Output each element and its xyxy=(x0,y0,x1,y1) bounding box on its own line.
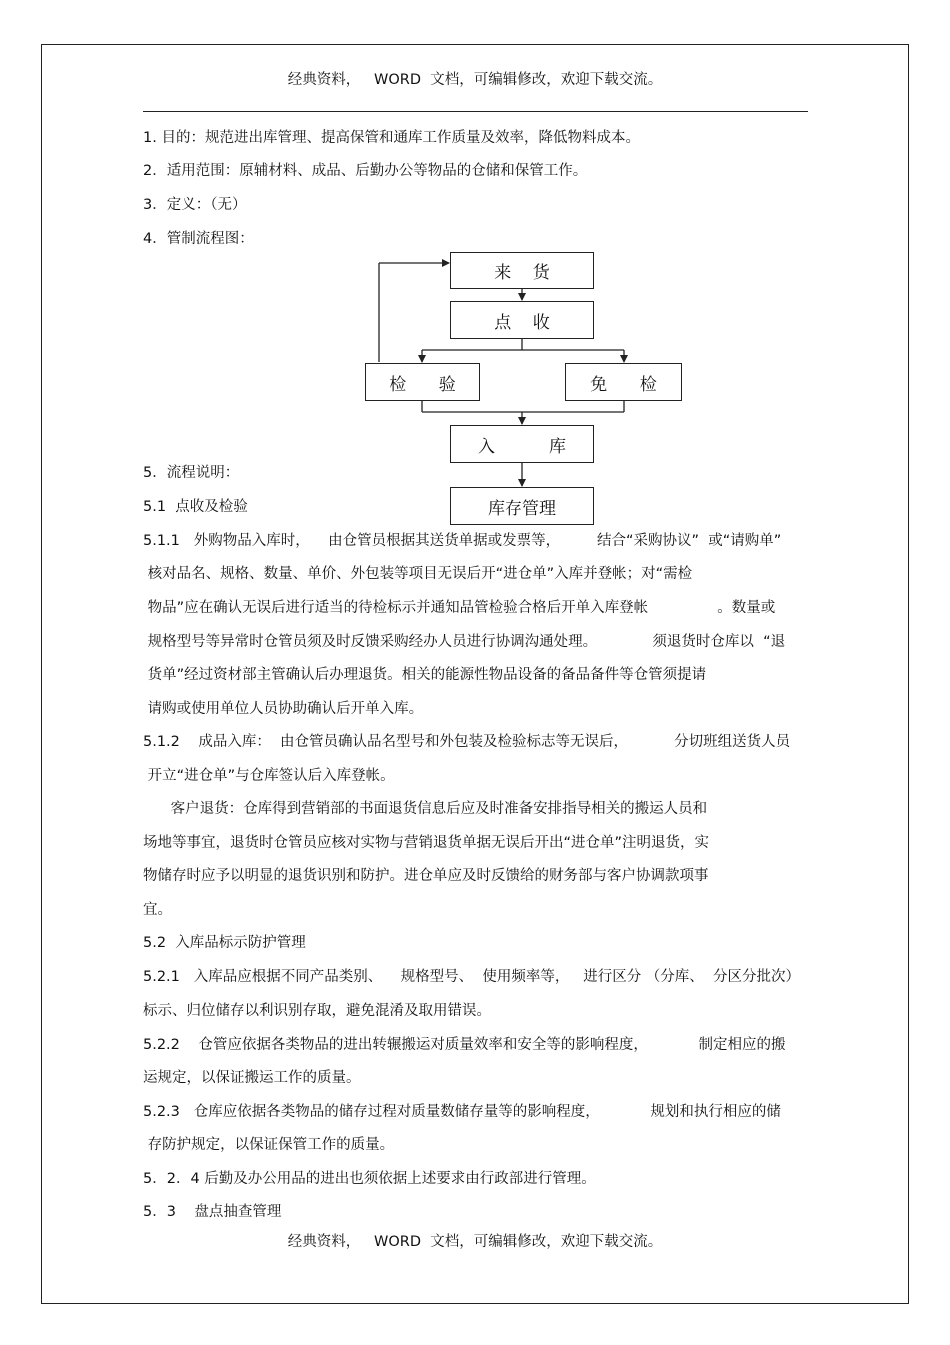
section-4-flowchart-title: 4．管制流程图： xyxy=(143,231,254,247)
p523-line-2: 存防护规定，以保证保管工作的质量。 xyxy=(143,1137,395,1153)
flow-box-inventory: 库存管理 xyxy=(450,487,594,525)
flow-box-exempt: 免 检 xyxy=(565,363,682,401)
p512-line-1: 5.1.2 成品入库： 由仓管员确认品名型号和外包装及检验标志等无误后， 分切班组送货人员 xyxy=(143,734,791,750)
section-5-title: 5．流程说明： xyxy=(143,465,240,481)
section-2-scope: 2．适用范围：原辅材料、成品、后勤办公等物品的仓储和保管工作。 xyxy=(143,163,588,179)
section-3-definition: 3．定义：（无） xyxy=(143,197,247,213)
flow-box-stockin: 入 库 xyxy=(450,425,594,463)
p524-line: 5．2．4 后勤及办公用品的进出也须依据上述要求由行政部进行管理。 xyxy=(143,1171,596,1187)
p511-line-6: 请购或使用单位人员协助确认后开单入库。 xyxy=(143,701,424,717)
returns-line-3: 物储存时应予以明显的退货识别和防护。进仓单应及时反馈给的财务部与客户协调款项事 xyxy=(143,868,709,884)
p511-line-1: 5.1.1 外购物品入库时， 由仓管员根据其送货单据或发票等， 结合“采购协议” 或“请购单” xyxy=(143,533,782,549)
p521-line-1: 5.2.1 入库品应根据不同产品类别、 规格型号、 使用频率等， 进行区分 （分库、 分区分批次） xyxy=(143,969,801,985)
flow-box-arrival: 来 货 xyxy=(450,252,594,289)
p521-line-2: 标示、归位储存以利识别存取，避免混淆及取用错误。 xyxy=(143,1003,491,1019)
returns-line-1: 客户退货：仓库得到营销部的书面退货信息后应及时准备安排指导相关的搬运人员和 xyxy=(143,801,708,817)
p522-line-2: 运规定，以保证搬运工作的质量。 xyxy=(143,1070,361,1086)
p522-line-1: 5.2.2 仓管应依据各类物品的进出转辗搬运对质量效率和安全等的影响程度， 制定相应的搬 xyxy=(143,1037,786,1053)
section-5-1-title: 5.1 点收及检验 xyxy=(143,499,248,515)
page-footer: 经典资料， WORD 文档，可编辑修改，欢迎下载交流。 xyxy=(287,1234,663,1250)
p523-line-1: 5.2.3 仓库应依据各类物品的储存过程对质量数储存量等的影响程度， 规划和执行相应的储 xyxy=(143,1104,781,1120)
p511-line-5: 货单”经过资材部主管确认后办理退货。相关的能源性物品设备的备品备件等仓管须提请 xyxy=(143,667,707,683)
section-1-purpose: 1. 目的：规范进出库管理、提高保管和通库工作质量及效率，降低物料成本。 xyxy=(143,130,640,146)
p511-line-4: 规格型号等异常时仓管员须及时反馈采购经办人员进行协调沟通处理。 须退货时仓库以 “退 xyxy=(143,634,786,650)
returns-line-2: 场地等事宜，退货时仓管员应核对实物与营销退货单据无误后开出“进仓单”注明退货，实 xyxy=(143,835,710,851)
p512-line-2: 开立“进仓单”与仓库签认后入库登帐。 xyxy=(143,768,395,784)
p511-line-3: 物品”应在确认无误后进行适当的待检标示并通知品管检验合格后开单入库登帐 。数量或 xyxy=(143,600,776,616)
p511-line-2: 核对品名、规格、数量、单价、外包装等项目无误后开“进仓单”入库并登帐；对“需检 xyxy=(143,566,693,582)
section-5-2-title: 5.2 入库品标示防护管理 xyxy=(143,935,306,951)
returns-line-4: 宜。 xyxy=(143,902,172,918)
flow-box-count: 点 收 xyxy=(450,301,594,339)
page-header: 经典资料， WORD 文档，可编辑修改，欢迎下载交流。 xyxy=(287,72,663,88)
flow-box-inspect: 检 验 xyxy=(365,363,480,401)
section-5-3-title: 5．3 盘点抽查管理 xyxy=(143,1204,282,1220)
